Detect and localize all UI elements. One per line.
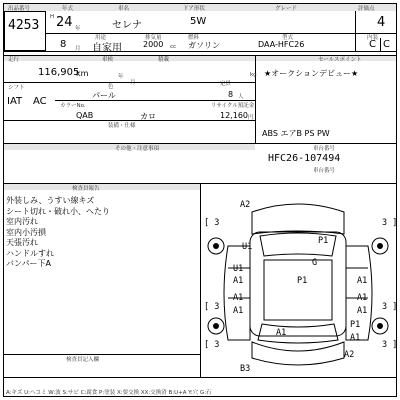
recycle-amount: 12,160 bbox=[220, 111, 248, 120]
era: H bbox=[50, 14, 55, 20]
front-left-hub-icon bbox=[213, 243, 219, 249]
tire-depth-spare-left: [ 3 bbox=[204, 340, 220, 350]
rating: 4 bbox=[377, 15, 386, 30]
usage: 自家用 bbox=[92, 43, 122, 54]
interior-grade: C bbox=[369, 39, 376, 50]
lot-no-label: 出品番号 bbox=[8, 6, 31, 12]
recycle-unit: 円 bbox=[248, 115, 254, 121]
color-no-label: カラーNo. bbox=[60, 103, 86, 109]
chassis-section-label: その他・注意事項 bbox=[115, 146, 160, 152]
inspection-label: 車検 bbox=[102, 57, 114, 63]
damage-mark: A1 bbox=[350, 333, 361, 343]
damage-mark: P1 bbox=[297, 276, 308, 286]
grade-label: グレード bbox=[275, 6, 298, 12]
make: セレナ bbox=[112, 20, 142, 31]
model-label: 型式 bbox=[282, 35, 294, 41]
equipment-airbag: エアB bbox=[280, 129, 302, 138]
damage-mark: B3 bbox=[240, 364, 251, 374]
inspection-note: ハンドルすれ bbox=[6, 248, 54, 258]
damage-mark: U1 bbox=[233, 264, 244, 274]
inspection-notes bbox=[6, 196, 110, 270]
fuel-label: 燃料 bbox=[188, 35, 200, 41]
tire-depth-front-right: 3 ] bbox=[382, 218, 398, 228]
color-no: QAB bbox=[76, 111, 94, 120]
damage-mark: A1 bbox=[233, 293, 244, 303]
door: 5W bbox=[190, 16, 207, 27]
inspection-band bbox=[4, 184, 200, 190]
month-unit: 月 bbox=[75, 46, 81, 52]
rear-right-hub-icon bbox=[377, 323, 383, 329]
tire-depth-front-left: [ 3 bbox=[204, 218, 220, 228]
rear-left-hub-icon bbox=[213, 323, 219, 329]
inspection-note: 室内汚れ bbox=[6, 217, 38, 226]
vin-label: 車台番号 bbox=[313, 146, 336, 152]
month: 8 bbox=[60, 39, 67, 50]
roof-outline bbox=[264, 260, 332, 320]
year-unit: 年 bbox=[75, 26, 81, 32]
inspection-note: シート切れ・破れ小、へたり bbox=[6, 206, 110, 216]
equipment-pw: PW bbox=[316, 129, 330, 138]
damage-mark: G bbox=[312, 258, 318, 268]
inspection-month-unit: 月 bbox=[130, 80, 136, 86]
equipment-list bbox=[262, 128, 330, 139]
vin-sub-label: 車台番号 bbox=[313, 168, 336, 174]
inspection-note: 室内小汚損 bbox=[6, 227, 46, 237]
interior-label: 内装 bbox=[367, 35, 379, 41]
tire-depth-rear-right: 3 ] bbox=[382, 302, 398, 312]
damage-mark: U1 bbox=[242, 242, 253, 252]
mileage-unit: km bbox=[76, 69, 89, 78]
inspection-year-unit: 年 bbox=[118, 74, 124, 80]
damage-mark: A2 bbox=[344, 350, 355, 360]
recycle-label: リサイクル預託金 bbox=[211, 103, 255, 109]
equipment-abs: ABS bbox=[262, 129, 278, 138]
color: パール bbox=[92, 91, 116, 100]
make-label: 車名 bbox=[118, 6, 130, 12]
mileage-label: 走行 bbox=[8, 57, 20, 63]
interior-color: カロ bbox=[140, 112, 156, 121]
equipment-label: 装備・仕様 bbox=[108, 123, 136, 129]
damage-mark: P1 bbox=[350, 320, 361, 330]
footer-top bbox=[4, 377, 396, 378]
transmission: IAT bbox=[7, 96, 23, 107]
inspection-note: 天張汚れ bbox=[6, 238, 38, 247]
hood-outline bbox=[252, 204, 344, 234]
tire-depth-rear-left: [ 3 bbox=[204, 302, 220, 312]
remarks-top bbox=[4, 354, 200, 355]
rear-glass-outline bbox=[258, 324, 338, 343]
damage-legend: A:キズ U:ヘコミ W:波 S:サビ C:腐食 P:塗装 X:要交換 XX:交換済 B:U+A Y:穴 G:石 bbox=[6, 390, 212, 396]
header-bottom bbox=[4, 51, 396, 52]
damage-mark: A1 bbox=[357, 293, 368, 303]
rating-divider bbox=[355, 11, 356, 51]
rating-label: 評価点 bbox=[358, 6, 375, 12]
sales-point: ★オークションデビュー★ bbox=[264, 69, 359, 78]
rear-bumper-outline bbox=[252, 342, 344, 365]
capacity-label: 定員 bbox=[220, 81, 232, 87]
damage-mark: P1 bbox=[318, 236, 329, 246]
remarks-label: 検査員記入欄 bbox=[66, 357, 100, 363]
fuel: ガソリン bbox=[188, 41, 220, 50]
tire-depth-spare-right: 3 ] bbox=[382, 340, 398, 350]
details-divider bbox=[255, 55, 256, 143]
mileage: 116,905 bbox=[38, 67, 80, 78]
load-label: 積載 bbox=[158, 57, 170, 63]
usage-label: 用途 bbox=[95, 35, 107, 41]
model-code: DAA-HFC26 bbox=[258, 40, 305, 49]
seats-unit: 人 bbox=[238, 94, 244, 100]
seats: 8 bbox=[228, 90, 234, 99]
damage-mark: A1 bbox=[233, 306, 244, 316]
damage-mark: A1 bbox=[357, 276, 368, 286]
grade-divider bbox=[380, 38, 381, 51]
damage-mark: A2 bbox=[240, 200, 251, 210]
vin: HFC26-107494 bbox=[268, 153, 341, 164]
equipment-ps: PS bbox=[304, 129, 315, 138]
shift-row-top bbox=[4, 82, 255, 83]
year-label: 年式 bbox=[62, 6, 74, 12]
door-label: ドア形状 bbox=[183, 6, 205, 12]
damage-mark: A1 bbox=[357, 306, 368, 316]
exterior-grade: C bbox=[383, 39, 390, 50]
color-label: 色 bbox=[108, 84, 114, 90]
displacement: 2000 bbox=[143, 40, 164, 49]
displacement-unit: cc bbox=[170, 44, 177, 50]
lot-number: 4253 bbox=[8, 18, 40, 33]
ac: AC bbox=[33, 96, 47, 107]
displacement-label: 排気量 bbox=[145, 35, 162, 41]
front-right-hub-icon bbox=[377, 243, 383, 249]
inspection-note: 外装しみ、うすい線キズ bbox=[6, 196, 95, 205]
inspection-notes-label: 検査員報告 bbox=[72, 186, 100, 192]
inspection-note: バンパー下A bbox=[6, 259, 51, 268]
damage-mark: A1 bbox=[276, 328, 287, 338]
sales-points-label: セールスポイント bbox=[318, 57, 362, 63]
damage-mark: A1 bbox=[233, 276, 244, 286]
year: 24 bbox=[56, 15, 73, 30]
load-unit: kg bbox=[250, 72, 257, 78]
shift-label: シフト bbox=[8, 85, 25, 91]
